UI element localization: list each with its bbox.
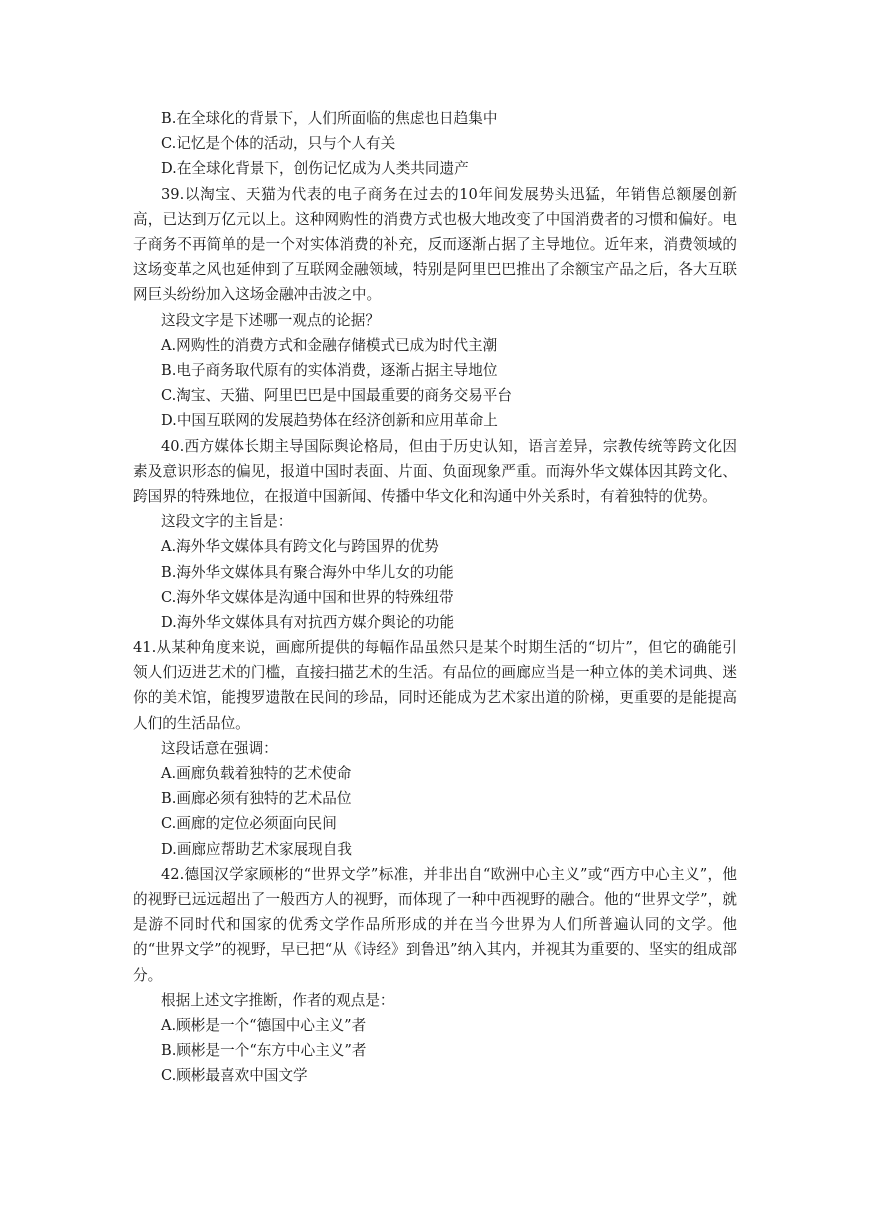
q42-option-b: B.顾彬是一个“东方中心主义”者 <box>161 1042 367 1060</box>
q42-option-c: C.顾彬最喜欢中国文学 <box>161 1067 308 1085</box>
q40-passage: 40.西方媒体长期主导国际舆论格局，但由于历史认知，语言差异，宗教传统等跨文化因素及意识形态的偏见，报道中国时表面、片面、负面现象严重。而海外华文媒体因其跨文化、跨国界的特殊地位，在报道中国新闻、传播中华文化和沟通中外关系时，有着独特的优势。 <box>133 437 737 505</box>
q42-option-a: A.顾彬是一个“德国中心主义”者 <box>161 1017 367 1035</box>
q38-option-d: D.在全球化背景下，创伤记忆成为人类共同遗产 <box>161 160 469 178</box>
q38-option-c: C.记忆是个体的活动，只与个人有关 <box>161 135 396 153</box>
exam-content <box>133 106 737 1089</box>
q39-option-d: D.中国互联网的发展趋势体在经济创新和应用革命上 <box>161 412 498 430</box>
q41-option-d: D.画廊应帮助艺术家展现自我 <box>161 840 352 858</box>
q41-question: 这段话意在强调： <box>161 739 278 757</box>
q40-question: 这段文字的主旨是： <box>161 513 293 531</box>
q39-question: 这段文字是下述哪一观点的论据？ <box>161 311 380 329</box>
q40-option-b: B.海外华文媒体具有聚合海外中华儿女的功能 <box>161 563 454 581</box>
q42-question: 根据上述文字推断，作者的观点是： <box>161 991 395 1009</box>
q38-option-b: B.在全球化的背景下，人们所面临的焦虑也日趋集中 <box>161 110 498 127</box>
q40-option-d: D.海外华文媒体具有对抗西方媒介舆论的功能 <box>161 613 455 631</box>
q39-option-c: C.淘宝、天猫、阿里巴巴是中国最重要的商务交易平台 <box>161 387 512 405</box>
q39-option-a: A.网购性的消费方式和金融存储模式已成为时代主潮 <box>161 336 498 354</box>
q41-passage: 41.从某种角度来说，画廊所提供的每幅作品虽然只是某个时期生活的“切片”，但它的确能引领人们迈进艺术的门槛，直接扫描艺术的生活。有品位的画廊应当是一种立体的美术词典、迷你的美术馆，能搜罗遗散在民间的珍品，同时还能成为艺术家出道的阶梯，更重要的是能提高人们的生活品位。 <box>133 639 737 732</box>
q39-passage: 39.以淘宝、天猫为代表的电子商务在过去的10年间发展势头迅猛，年销售总额屡创新高，已达到万亿元以上。这种网购性的消费方式也极大地改变了中国消费者的习惯和偏好。电子商务不再简单的是一个对实体消费的补充，反而逐渐占据了主导地位。近年来，消费领域的这场变革之风也延伸到了互联网金融领域，特别是阿里巴巴推出了余额宝产品之后，各大互联网巨头纷纷加入这场金融冲击波之中。 <box>133 185 737 304</box>
q41-option-c: C.画廊的定位必须面向民间 <box>161 815 337 833</box>
q42-passage: 42.德国汉学家顾彬的“世界文学”标准，并非出自“欧洲中心主义”或“西方中心主义”，他的视野已远远超出了一般西方人的视野，而体现了一种中西视野的融合。他的“世界文学”，就是游不同时代和国家的优秀文学作品所形成的并在当今世界为人们所普遍认同的文学。他的“世界文学”的视野，早已把“从《诗经》到鲁迅”纳入其内，并视其为重要的、坚实的组成部分。 <box>133 865 737 984</box>
q40-option-c: C.海外华文媒体是沟通中国和世界的特殊纽带 <box>161 588 454 606</box>
q41-option-a: A.画廊负载着独特的艺术使命 <box>161 765 352 783</box>
q41-option-b: B.画廊必须有独特的艺术品位 <box>161 790 352 808</box>
q40-option-a: A.海外华文媒体具有跨文化与跨国界的优势 <box>161 538 439 556</box>
q39-option-b: B.电子商务取代原有的实体消费，逐渐占据主导地位 <box>161 361 498 379</box>
